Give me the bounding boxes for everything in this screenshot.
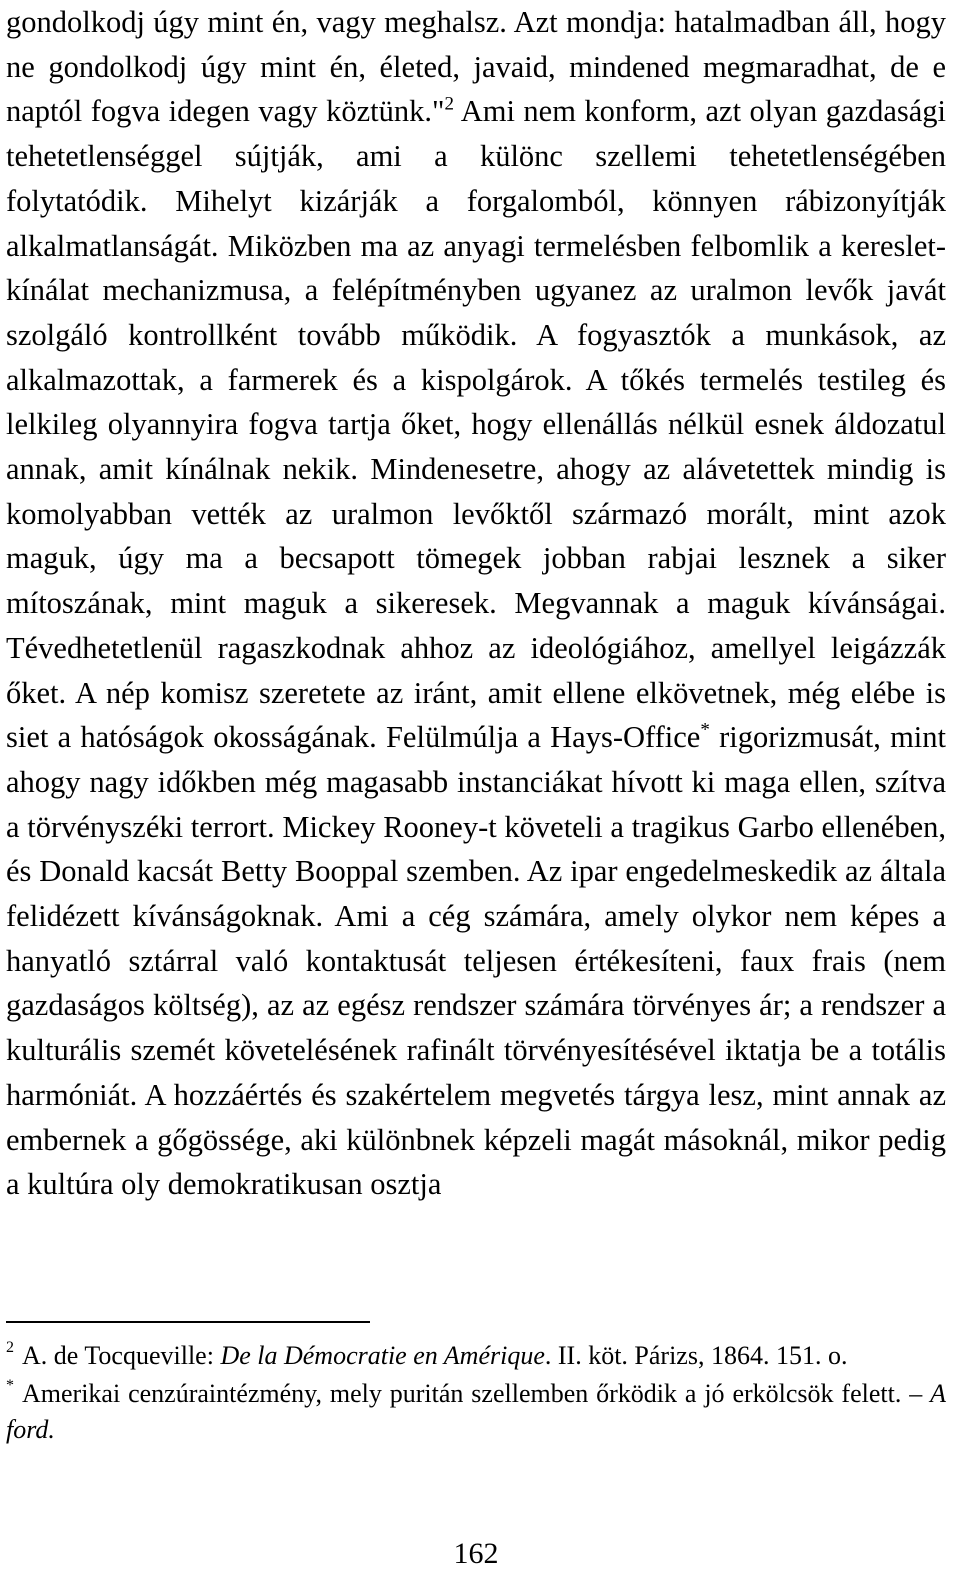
document-page xyxy=(6,0,946,1570)
body-text-segment-3: rigorizmusát, mint ahogy nagy időkben még magasabb instanciákat hívott ki maga ellen, szítva a törvényszéki terrort. Mickey Rooney-t követeli a tragikus Garbo ellenében, és Donald kacsát Betty Booppal szemben. Az ipar engedelmeskedik az általa felidézett kívánságoknak. Ami a cég számára, amely olykor nem képes a hanyatló sztárral való kontaktusát teljesen értékesíteni, faux frais (nem gazdaságos költség), az az egész rendszer számára törvényes ár; a rendszer a kulturális szemét követelésének rafinált törvényesítésével iktatja be a totális harmóniát. A hozzáértés és szakértelem megvetés tárgya lesz, mint annak az embernek a gőgössége, aki különbnek képzeli magát másoknál, mikor pedig a kultúra oly demokratikusan osztja xyxy=(6,720,946,1202)
body-text-segment-1: gondolkodj úgy mint én, vagy meghalsz. Azt mondja: hatalmadban áll, hogy ne gondolkodj úgy mint én, életed, javaid, mindened megmaradhat, de e naptól fogva idegen vagy köztünk." xyxy=(6,5,946,129)
footnote-ref-2[interactable]: 2 xyxy=(444,94,454,116)
translator-note: A ford. xyxy=(6,1379,946,1444)
footnote-2 xyxy=(6,1338,946,1374)
body-text-segment-2: Ami nem konform, azt olyan gazdasági tehetetlenséggel sújtják, ami a különc szellemi tehetetlenségében folytatódik. Mihelyt kizárják a forgalomból, könnyen rábizonyítják alkalmatlanságát. Miközben ma az anyagi termelésben felbomlik a kereslet-kínálat mechanizmusa, a felépítményben ugyanez az uralmon levők javát szolgáló kontrollként tovább működik. A fogyasztók a munkások, az alkalmazottak, a farmerek és a kispolgárok. A tőkés termelés testileg és lelkileg olyannyira fogva tartja őket, hogy ellenállás nélkül esnek áldozatul annak, amit kínálnak nekik. Mindenesetre, ahogy az alávetettek mindig is komolyabban vették az uralmon levőktől származó morált, mint azok maguk, úgy ma a becsapott tömegek jobban rabjai lesznek a siker mítoszának, mint maguk a sikeresek. Megvannak a maguk kívánságai. Tévedhetetlenül ragaszkodnak ahhoz az ideológiához, amellyel leigázzák őket. A nép komisz szeretete az iránt, amit ellene elkövetnek, még elébe is siet a hatóságok okosságának. Felülmúlja a Hays-Office xyxy=(6,94,946,755)
footnote-marker: 2 xyxy=(6,1339,14,1356)
footnote-separator xyxy=(6,1321,370,1323)
footnote-text: A. de Tocqueville: xyxy=(22,1341,221,1370)
page-number: 162 xyxy=(453,1537,499,1570)
footnotes xyxy=(6,1338,946,1450)
footnote-citation: . II. köt. Párizs, 1864. 151. o. xyxy=(544,1341,848,1370)
footnote-asterisk xyxy=(6,1376,946,1448)
body-paragraph xyxy=(6,0,946,1207)
footnote-marker: * xyxy=(6,1377,14,1394)
book-title: De la Démocratie en Amérique xyxy=(220,1341,545,1370)
footnote-ref-asterisk[interactable]: * xyxy=(700,719,710,741)
footnote-text: Amerikai cenzúraintézmény, mely puritán szellemben őrködik a jó erkölcsök felett. – xyxy=(22,1379,931,1408)
